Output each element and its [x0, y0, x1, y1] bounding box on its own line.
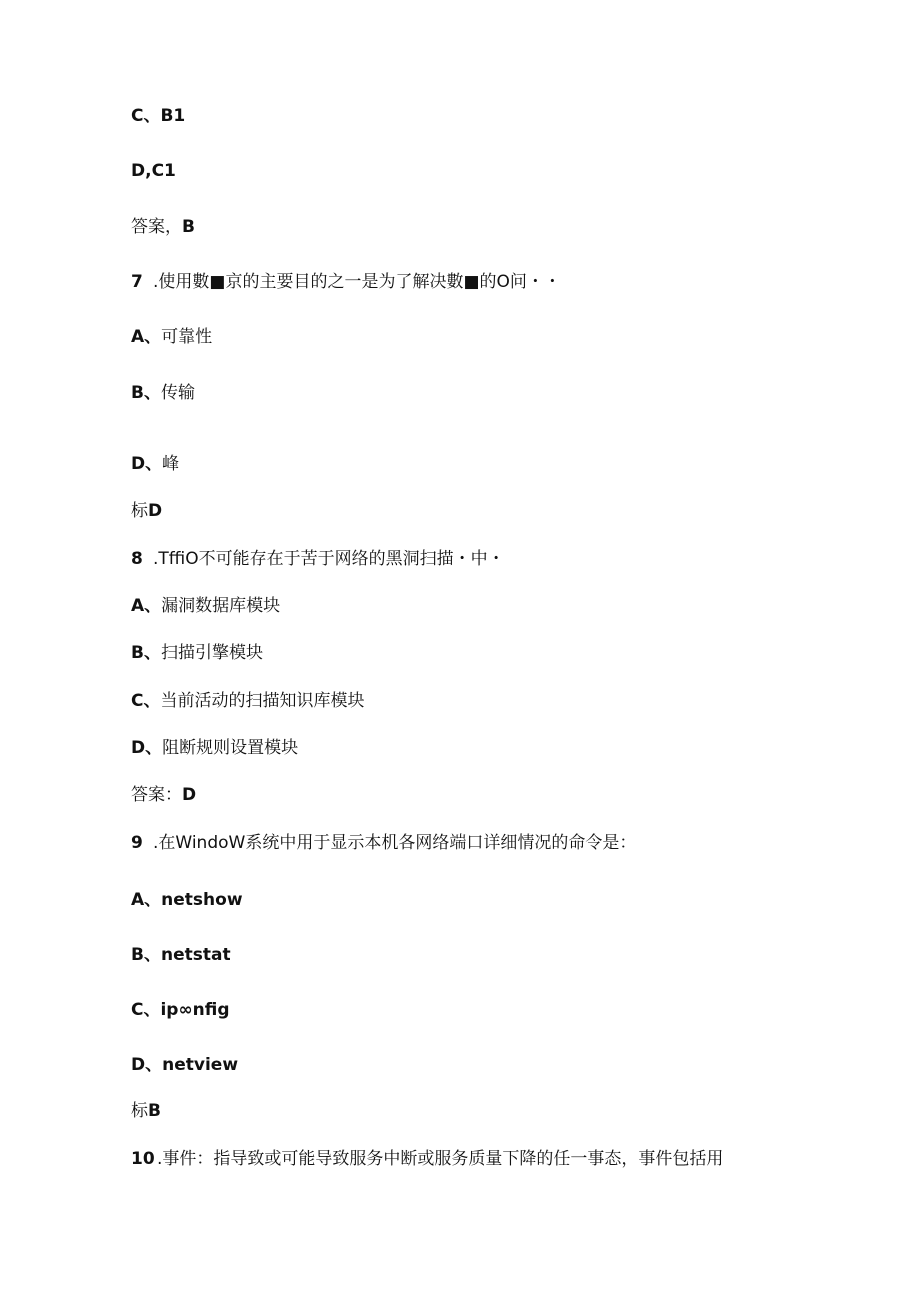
option-text: netstat [160, 945, 231, 965]
option-label: B、 [131, 383, 161, 403]
option-text: 阻断规则设置模块 [162, 738, 299, 758]
question-9-option-a [131, 889, 243, 911]
question-7-option-b [131, 382, 195, 404]
question-8-option-b [131, 642, 263, 664]
option-text: 峰 [162, 454, 180, 474]
question-7-option-a [131, 326, 212, 348]
question-9-text: .在WindoW系统中用于显示本机各网络端口详细情况的命令是： [153, 833, 637, 853]
question-10 [131, 1148, 723, 1170]
question-7-option-d [131, 453, 179, 475]
question-8 [131, 548, 505, 570]
question-9-number: 9 [131, 833, 143, 853]
option-c-previous [131, 105, 185, 127]
option-text: netview [162, 1055, 239, 1075]
answer-previous-prefix: 答案， [131, 217, 182, 237]
option-text: 扫描引擎模块 [160, 643, 263, 663]
option-label: A、 [131, 596, 162, 616]
option-label: C、 [131, 691, 161, 711]
answer-previous-value: B [182, 217, 195, 237]
question-10-text: .事件：指导致或可能导致服务中断或服务质量下降的任一事态，事件包括用 [157, 1149, 724, 1169]
option-text: ip∞nfig [160, 1000, 230, 1020]
answer-value: D [148, 501, 163, 521]
question-8-option-d [131, 737, 298, 759]
question-9-option-b [131, 944, 231, 966]
question-9-answer [131, 1100, 161, 1122]
option-d-previous-text: D,C1 [131, 161, 176, 181]
answer-value: B [148, 1101, 161, 1121]
option-label: B、 [131, 643, 161, 663]
option-text: 传输 [160, 383, 195, 403]
option-label: A、 [131, 890, 162, 910]
option-text: 漏洞数据库模块 [161, 596, 281, 616]
option-text: 可靠性 [161, 327, 213, 347]
answer-prefix: 标 [131, 1101, 148, 1121]
option-text: 当前活动的扫描知识库模块 [160, 691, 365, 711]
answer-previous [131, 216, 195, 238]
option-label: B、 [131, 945, 161, 965]
question-8-number: 8 [131, 549, 143, 569]
option-text: netshow [161, 890, 243, 910]
answer-value: D [182, 785, 197, 805]
option-label: D、 [131, 738, 163, 758]
option-label: A、 [131, 327, 162, 347]
question-8-text: .TffiO不可能存在于苦于网络的黑洞扫描・中・ [153, 549, 505, 569]
question-9-option-c [131, 999, 230, 1021]
question-8-answer [131, 784, 196, 806]
question-9 [131, 832, 636, 854]
option-label: D、 [131, 1055, 163, 1075]
option-c-previous-text: C、B1 [131, 106, 186, 126]
question-8-option-c [131, 690, 364, 712]
question-7-number: 7 [131, 272, 143, 292]
answer-prefix: 标 [131, 501, 148, 521]
option-label: C、 [131, 1000, 161, 1020]
option-label: D、 [131, 454, 163, 474]
question-10-number: 10 [131, 1149, 155, 1169]
question-7 [131, 271, 561, 293]
question-8-option-a [131, 595, 280, 617]
option-d-previous [131, 160, 176, 182]
answer-prefix: 答案： [131, 785, 182, 805]
question-7-answer [131, 500, 162, 522]
question-7-text: .使用數■京的主要目的之一是为了解决數■的O问・・ [153, 272, 561, 292]
question-9-option-d [131, 1054, 238, 1076]
